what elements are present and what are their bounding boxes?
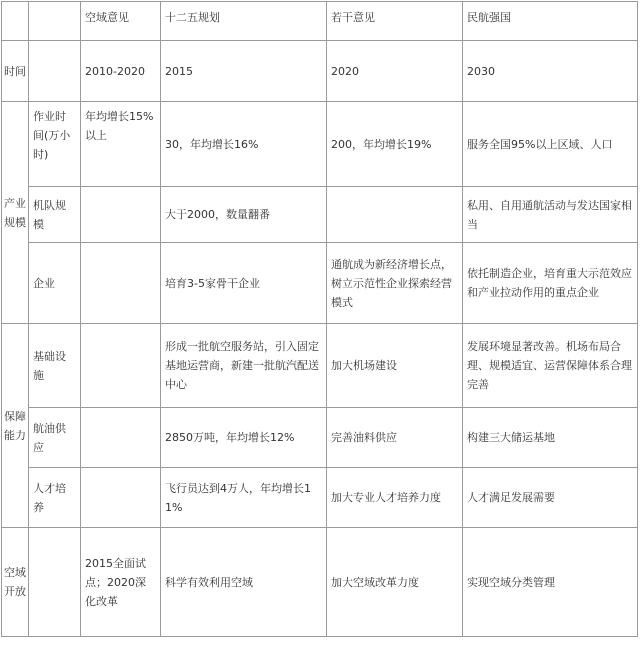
table-cell: 2015全面试点；2020深化改革 [80,527,160,637]
table-cell: 私用、自用通航活动与发达国家相当 [462,186,638,242]
table-cell: 通航成为新经济增长点，树立示范性企业探索经营模式 [326,242,462,323]
table-cell: 服务全国95%以上区域、人口 [462,101,638,186]
table-cell [80,407,160,467]
table-row [1,242,638,323]
sub-label-talent-training: 人才培养 [28,467,80,527]
table-cell [80,242,160,323]
table-cell: 科学有效利用空域 [160,527,326,637]
table-cell: 加大专业人才培养力度 [326,467,462,527]
table-cell: 发展环境显著改善。机场布局合理、规模适宜、运营保障体系合理完善 [462,323,638,407]
table-cell: 2850万吨，年均增长12% [160,407,326,467]
header-cell-empty-1 [1,1,28,40]
sub-label-infrastructure: 基础设施 [28,323,80,407]
table-row [1,101,638,186]
header-cell-civil-aviation-power: 民航强国 [462,1,638,40]
table-cell: 构建三大储运基地 [462,407,638,467]
header-row [1,1,638,40]
table-cell: 完善油料供应 [326,407,462,467]
time-cell-airspace-opinion: 2010-2020 [80,40,160,101]
sub-label-fuel-supply: 航油供应 [28,407,80,467]
table-cell: 人才满足发展需要 [462,467,638,527]
group-label-airspace-opening: 空域开放 [1,527,28,637]
table-cell: 大于2000，数量翻番 [160,186,326,242]
time-sub-empty [28,40,80,101]
table-cell [80,467,160,527]
policy-comparison-table [1,1,638,637]
header-cell-airspace-opinion: 空域意见 [80,1,160,40]
table-cell: 加大机场建设 [326,323,462,407]
time-label: 时间 [1,40,28,101]
table-cell: 培育3-5家骨干企业 [160,242,326,323]
table-cell [326,186,462,242]
airspace-sub-empty [28,527,80,637]
header-cell-empty-2 [28,1,80,40]
table-cell: 实现空域分类管理 [462,527,638,637]
table-row [1,527,638,637]
sub-label-enterprises: 企业 [28,242,80,323]
sub-label-fleet-size: 机队规模 [28,186,80,242]
table-cell [80,186,160,242]
group-label-support-capacity: 保障能力 [1,323,28,527]
time-cell-several-opinions: 2020 [326,40,462,101]
group-label-industry-scale: 产业规模 [1,101,28,323]
table-row [1,407,638,467]
time-row [1,40,638,101]
header-cell-several-opinions: 若干意见 [326,1,462,40]
table-cell: 30，年均增长16% [160,101,326,186]
table-cell: 加大空域改革力度 [326,527,462,637]
table-cell: 年均增长15%以上 [80,101,160,186]
table-row [1,323,638,407]
table-cell: 依托制造企业，培育重大示范效应和产业拉动作用的重点企业 [462,242,638,323]
table-cell: 形成一批航空服务站，引入固定基地运营商，新建一批航汽配送中心 [160,323,326,407]
table-row [1,467,638,527]
table-cell [80,323,160,407]
table-cell: 飞行员达到4万人，年均增长11% [160,467,326,527]
header-cell-12th-five-year-plan: 十二五规划 [160,1,326,40]
table-cell: 200，年均增长19% [326,101,462,186]
sub-label-operation-hours: 作业时间(万小时) [28,101,80,186]
table-row [1,186,638,242]
time-cell-12th-five-year-plan: 2015 [160,40,326,101]
time-cell-civil-aviation-power: 2030 [462,40,638,101]
